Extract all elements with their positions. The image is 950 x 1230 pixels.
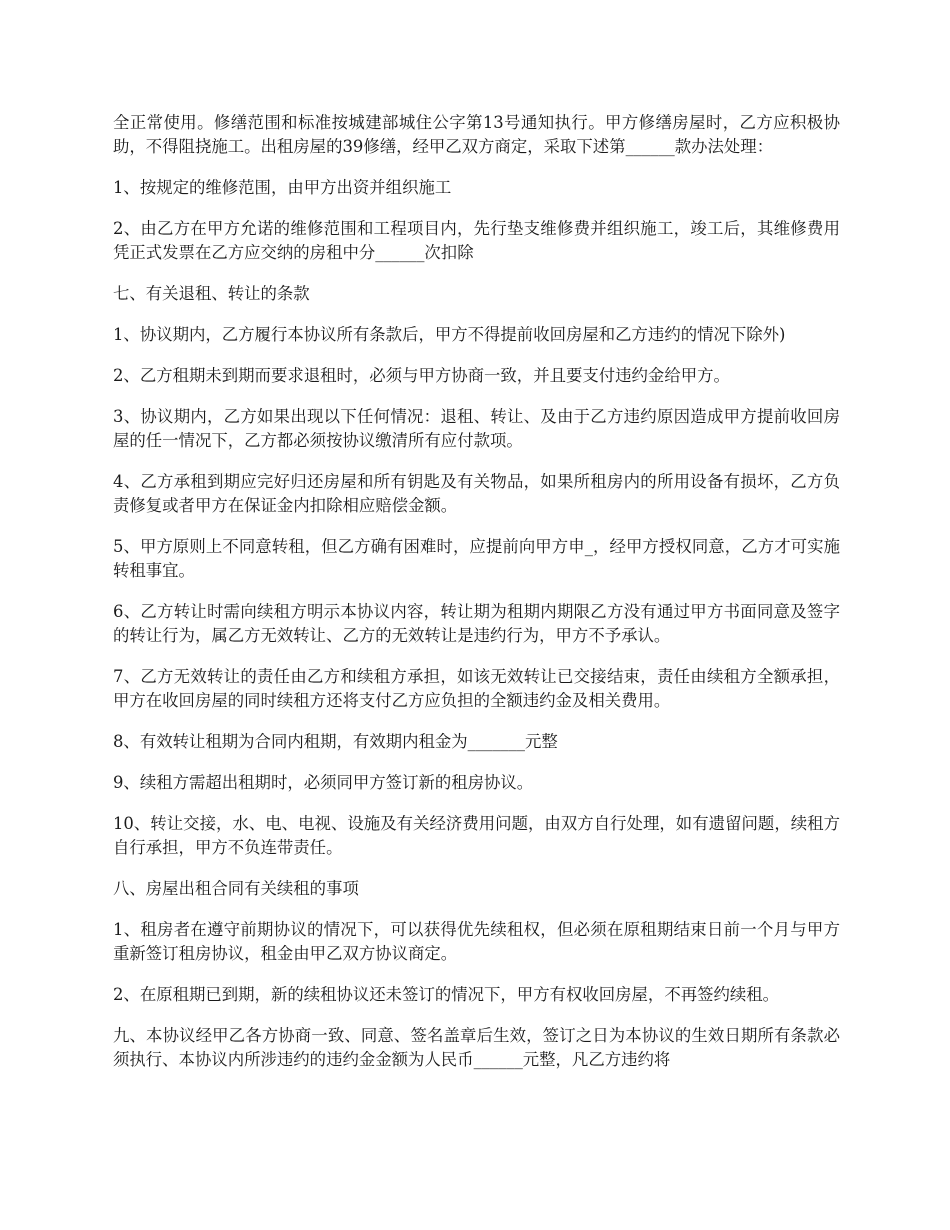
paragraph-repair-option-2: 2、由乙方在甲方允诺的维修范围和工程项目内，先行垫支维修费并组织施工，竣工后，其维修费用凭正式发票在乙方应交纳的房租中分______次扣除 bbox=[113, 219, 840, 262]
paragraph-7-3: 3、协议期内，乙方如果出现以下任何情况：退租、转让、及由于乙方违约原因造成甲方提前收回房屋的任一情况下，乙方都必须按协议缴清所有应付款项。 bbox=[113, 407, 840, 450]
section-heading-8: 八、房屋出租合同有关续租的事项 bbox=[113, 879, 359, 898]
paragraph-7-8: 8、有效转让租期为合同内租期，有效期内租金为_______元整 bbox=[113, 732, 558, 751]
paragraph-repair-option-1: 1、按规定的维修范围，由甲方出资并组织施工 bbox=[113, 178, 452, 197]
paragraph-7-2: 2、乙方租期未到期而要求退租时，必须与甲方协商一致，并且要支付违约金给甲方。 bbox=[113, 366, 730, 385]
paragraph-7-9: 9、续租方需超出租期时，必须同甲方签订新的租房协议。 bbox=[113, 773, 534, 792]
section-heading-9: 九、本协议经甲乙各方协商一致、同意、签名盖章后生效，签订之日为本协议的生效日期所有条款必须执行、本协议内所涉违约的违约金金额为人民币______元整，凡乙方违约将 bbox=[113, 1026, 840, 1069]
paragraph-7-5: 5、甲方原则上不同意转租，但乙方确有困难时，应提前向甲方申_，经甲方授权同意，乙方才可实施转租事宜。 bbox=[113, 537, 840, 580]
paragraph-8-2: 2、在原租期已到期，新的续租协议还未签订的情况下，甲方有权收回房屋，不再签约续租。 bbox=[113, 985, 780, 1004]
paragraph-7-7: 7、乙方无效转让的责任由乙方和续租方承担，如该无效转让已交接结束，责任由续租方全额承担，甲方在收回房屋的同时续租方还将支付乙方应负担的全额违约金及相关费用。 bbox=[113, 667, 840, 710]
section-heading-7: 七、有关退租、转让的条款 bbox=[113, 284, 310, 303]
paragraph-repair-terms: 全正常使用。修缮范围和标准按城建部城住公字第13号通知执行。甲方修缮房屋时，乙方应积极协助，不得阻挠施工。出租房屋的39修缮，经甲乙双方商定，采取下述第______款办法处理： bbox=[113, 113, 840, 156]
paragraph-7-10: 10、转让交接，水、电、电视、设施及有关经济费用问题，由双方自行处理，如有遗留问题，续租方自行承担，甲方不负连带责任。 bbox=[113, 814, 840, 857]
paragraph-7-4: 4、乙方承租到期应完好归还房屋和所有钥匙及有关物品，如果所租房内的所用设备有损坏，乙方负责修复或者甲方在保证金内扣除相应赔偿金额。 bbox=[113, 472, 840, 515]
paragraph-7-6: 6、乙方转让时需向续租方明示本协议内容，转让期为租期内期限乙方没有通过甲方书面同意及签字的转让行为，属乙方无效转让、乙方的无效转让是违约行为，甲方不予承认。 bbox=[113, 602, 840, 645]
paragraph-7-1: 1、协议期内，乙方履行本协议所有条款后，甲方不得提前收回房屋和乙方违约的情况下除外) bbox=[113, 325, 786, 344]
document-body bbox=[113, 111, 840, 1089]
paragraph-8-1: 1、租房者在遵守前期协议的情况下，可以获得优先续租权，但必须在原租期结束日前一个月与甲方重新签订租房协议，租金由甲乙双方协议商定。 bbox=[113, 920, 840, 963]
